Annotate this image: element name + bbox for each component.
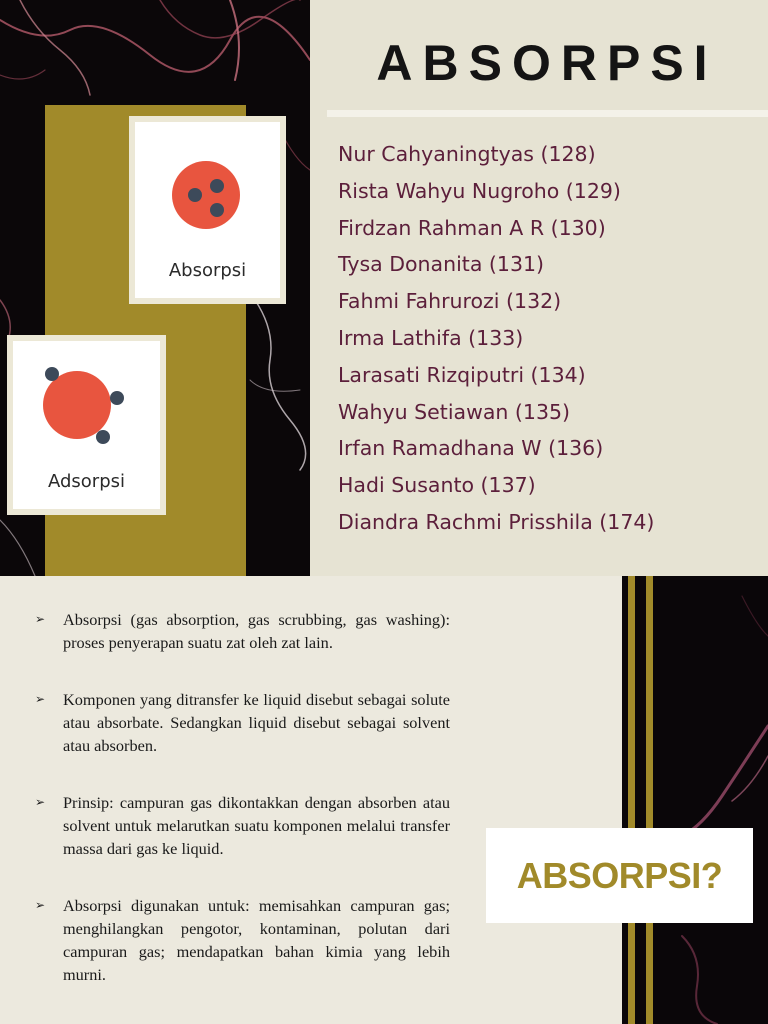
gold-stripe	[646, 576, 653, 1024]
member-name: Fahmi Fahrurozi (132)	[338, 289, 562, 314]
card-label-absorpsi: Absorpsi	[168, 260, 247, 281]
member-list	[338, 139, 654, 544]
definition-text: Absorpsi (gas absorption, gas scrubbing, gas washing): proses penyerapan suatu zat oleh zat lain.	[63, 610, 450, 652]
definition-list	[32, 608, 450, 1020]
definition-item	[32, 894, 450, 986]
marble-veins	[622, 576, 768, 1024]
adsorpsi-card	[7, 335, 166, 515]
member-name: Tysa Donanita (131)	[338, 252, 545, 277]
member-name: Wahyu Setiawan (135)	[338, 399, 571, 424]
question-heading: ABSORPSI?	[516, 855, 723, 896]
slide-definition	[0, 576, 768, 1024]
title-divider	[327, 110, 768, 117]
member-name: Hadi Susanto (137)	[338, 473, 536, 498]
title-panel	[310, 0, 768, 576]
definition-item	[32, 608, 450, 654]
member-name: Larasati Rizqiputri (134)	[338, 362, 586, 387]
arrow-bullet-icon: ➢	[35, 692, 46, 706]
absorpsi-card	[129, 116, 286, 304]
member-name: Nur Cahyaningtyas (128)	[338, 142, 596, 166]
definition-text: Komponen yang ditransfer ke liquid disebut sebagai solute atau absorbate. Sedangkan liquid disebut sebagai solvent atau absorben.	[63, 690, 450, 755]
member-name: Irma Lathifa (133)	[338, 325, 524, 350]
member-name: Rista Wahyu Nugroho (129)	[338, 178, 621, 203]
definition-text: Prinsip: campuran gas dikontakkan dengan absorben atau solvent untuk melarutkan suatu komponen melalui transfer massa dari gas ke liquid.	[63, 793, 450, 858]
definition-item	[32, 791, 450, 860]
member-name: Diandra Rachmi Prisshila (174)	[338, 509, 655, 534]
definition-panel	[0, 576, 622, 1024]
arrow-bullet-icon: ➢	[35, 795, 46, 809]
marble-background-right	[622, 576, 768, 1024]
gold-stripe	[628, 576, 635, 1024]
question-box	[486, 828, 753, 923]
slide-title-heading: ABSORPSI	[376, 35, 718, 91]
arrow-bullet-icon: ➢	[35, 898, 46, 912]
definition-text: Absorpsi digunakan untuk: memisahkan campuran gas; menghilangkan pengotor, kontaminan, polutan dari campuran gas; mendapatkan bahan kimia yang lebih murni.	[63, 896, 450, 984]
member-name: Firdzan Rahman A R (130)	[338, 215, 606, 240]
arrow-bullet-icon: ➢	[35, 612, 46, 626]
member-name: Irfan Ramadhana W (136)	[338, 436, 604, 461]
card-label-adsorpsi: Adsorpsi	[47, 471, 126, 492]
definition-item	[32, 688, 450, 757]
